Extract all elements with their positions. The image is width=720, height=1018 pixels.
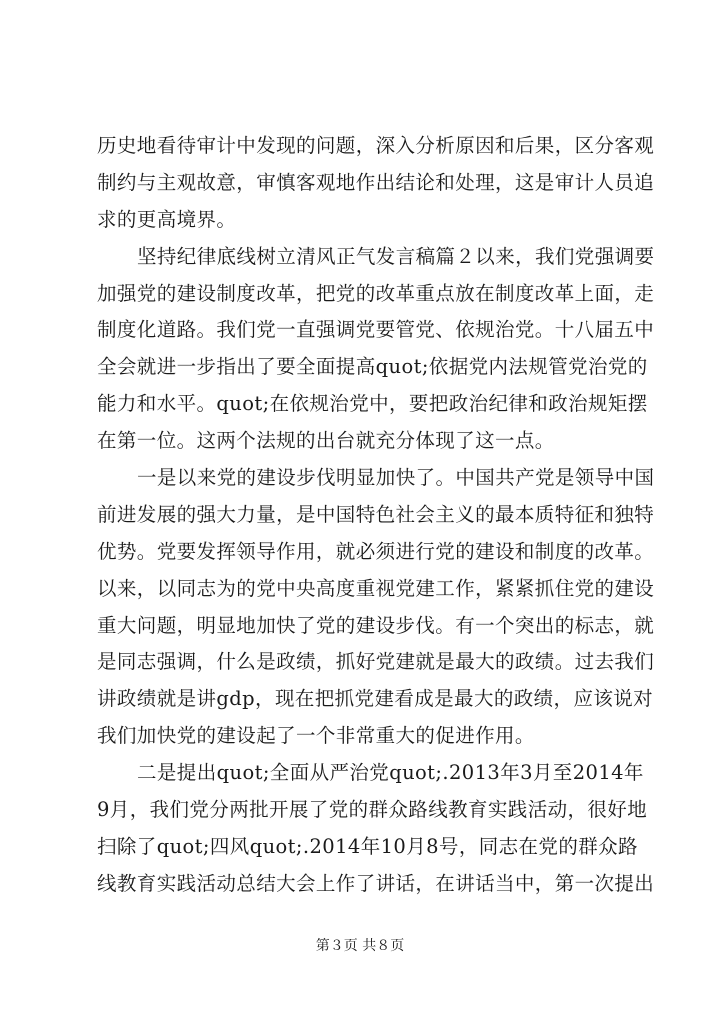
text-line: 9月，我们党分两批开展了党的群众路线教育实践活动，很好地	[97, 798, 648, 822]
text-line: 扫除了quot;四风quot;.2014年10月8号，同志在党的群众路	[97, 834, 638, 858]
text-line: 优势。党要发挥领导作用，就必须进行党的建设和制度的改革。	[97, 539, 655, 563]
paragraph-start-line: 二是提出quot;全面从严治党quot;.2013年3月至2014年	[137, 761, 644, 785]
text-line: 能力和水平。quot;在依规治党中，要把政治纪律和政治规矩摆	[97, 392, 648, 416]
text-line: 以来，以同志为的党中央高度重视党建工作，紧紧抓住党的建设	[97, 576, 655, 600]
body-text	[97, 128, 655, 903]
page-footer	[0, 936, 720, 956]
page-number-label: 第３页 共８页	[315, 938, 405, 954]
text-line: 求的更高境界。	[97, 207, 237, 231]
text-line: 全会就进一步指出了要全面提高quot;依据党内法规管党治党的	[97, 355, 648, 379]
text-line: 重大问题，明显地加快了党的建设步伐。有一个突出的标志，就	[97, 613, 655, 637]
text-line: 前进发展的强大力量，是中国特色社会主义的最本质特征和独特	[97, 502, 655, 526]
paragraph-start-line: 一是以来党的建设步伐明显加快了。中国共产党是领导中国	[137, 466, 655, 490]
text-line: 制约与主观故意，审慎客观地作出结论和处理，这是审计人员追	[97, 170, 655, 194]
text-line: 历史地看待审计中发现的问题，深入分析原因和后果，区分客观	[97, 134, 655, 157]
text-line: 讲政绩就是讲gdp，现在把抓党建看成是最大的政绩，应该说对	[97, 687, 654, 711]
text-line: 在第一位。这两个法规的出台就充分体现了这一点。	[97, 429, 555, 453]
text-line: 加强党的建设制度改革，把党的改革重点放在制度改革上面，走	[97, 281, 655, 305]
text-line: 是同志强调，什么是政绩，抓好党建就是最大的政绩。过去我们	[97, 650, 655, 674]
paragraph-start-line: 坚持纪律底线树立清风正气发言稿篇２以来，我们党强调要	[137, 244, 655, 268]
text-line: 制度化道路。我们党一直强调党要管党、依规治党。十八届五中	[97, 318, 655, 342]
text-line: 我们加快党的建设起了一个非常重大的促进作用。	[97, 724, 535, 748]
text-line: 线教育实践活动总结大会上作了讲话，在讲话当中，第一次提出	[97, 871, 655, 895]
